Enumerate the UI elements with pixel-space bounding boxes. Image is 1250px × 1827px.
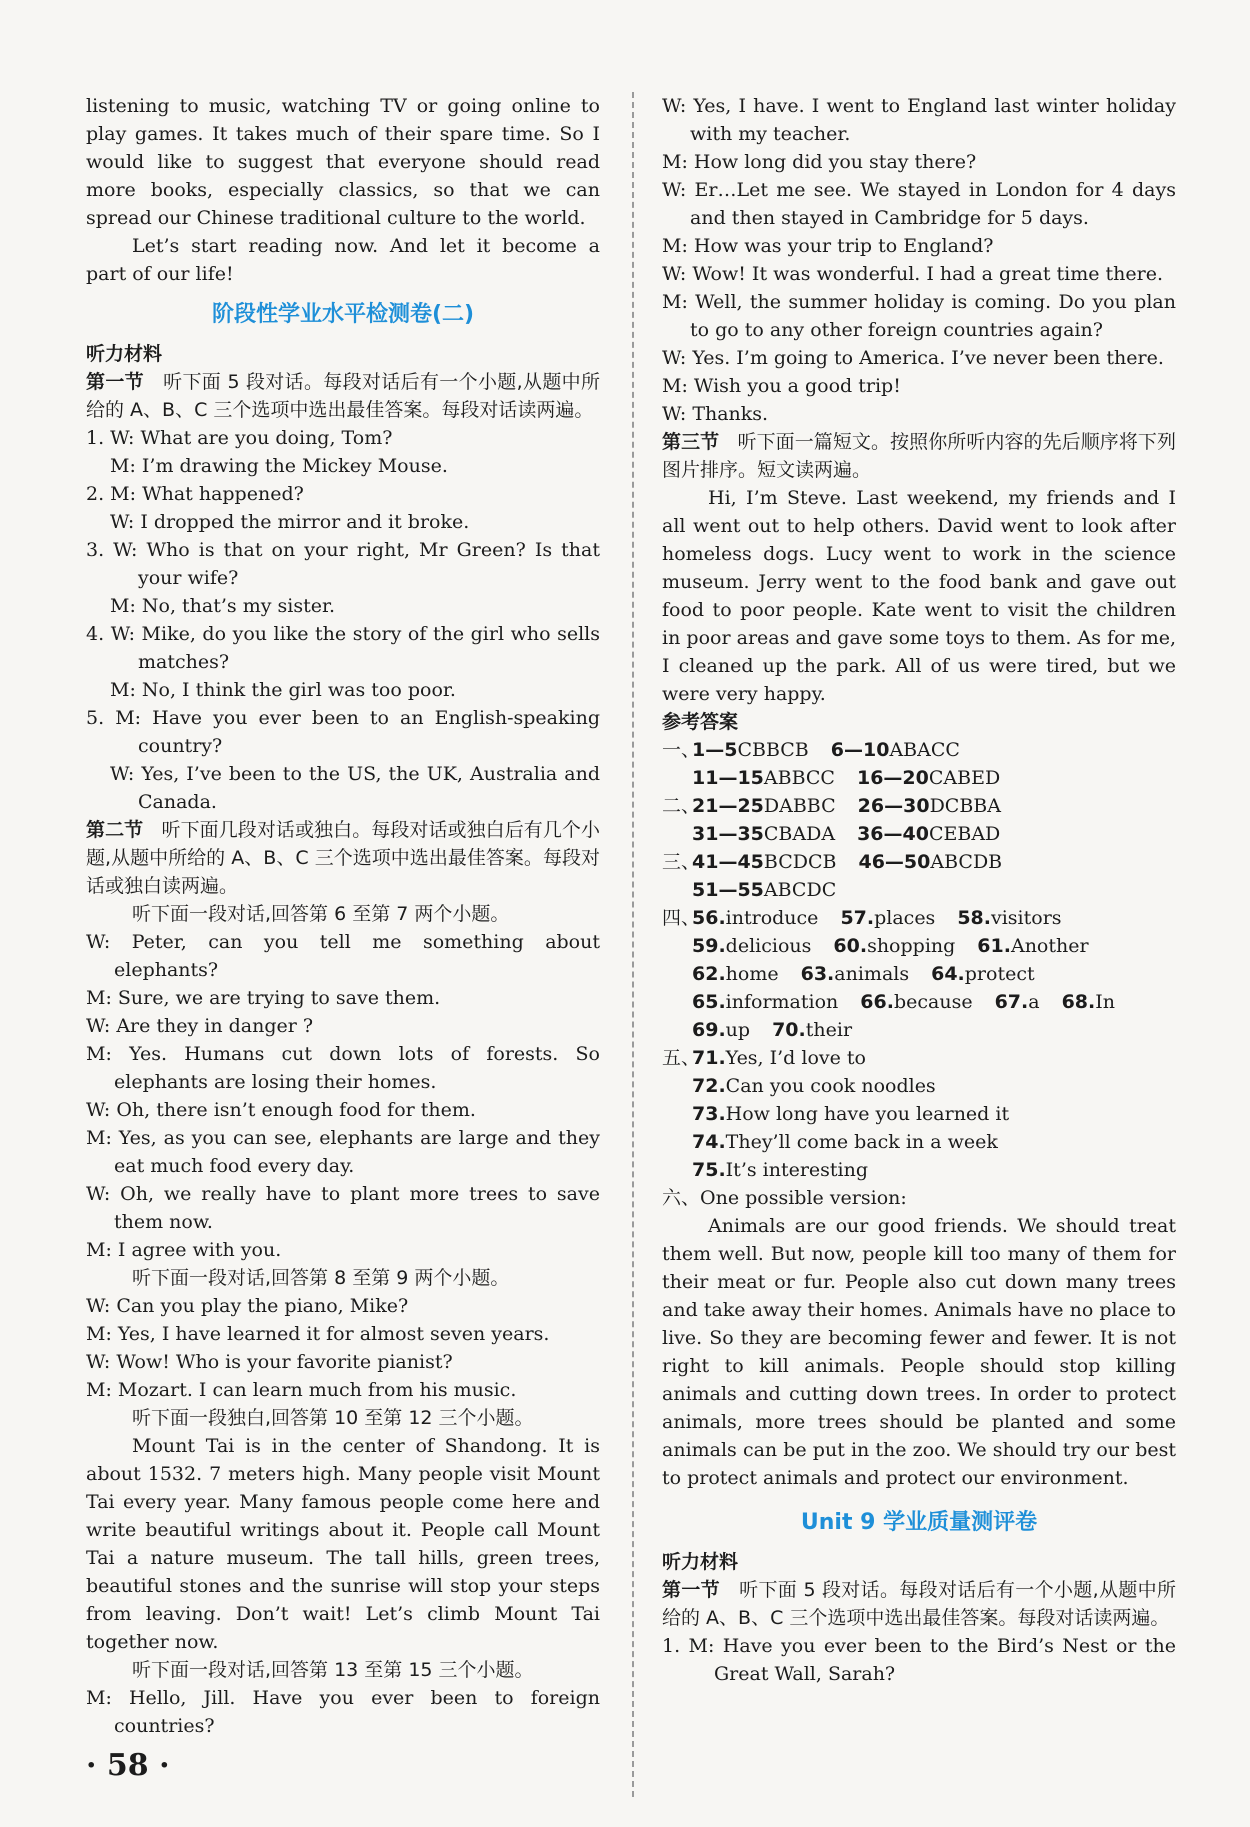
answer-row [662,932,1176,960]
dialog-line: W: Are they in danger ? [86,1015,314,1037]
spacer [835,820,857,848]
dialog-line: W: I dropped the mirror and it broke. [110,511,470,533]
answer-number: 75. [692,1159,726,1181]
section-tag [662,1156,692,1184]
dialog-line: W: Yes, I’ve been to the US, the UK, Australia and Canada. [110,763,600,813]
answer-row [662,960,1176,988]
dialog-line: W: Er…Let me see. We stayed in London for 4 days and then stayed in Cambridge for 5 days. [662,179,1176,229]
answer-row [662,848,1176,876]
answer-number: 71. [692,1047,726,1069]
answer-value: They’ll come back in a week [725,1131,998,1153]
dialog-list [86,1292,600,1404]
answer-number: 64. [931,963,965,985]
writing-lead: One possible version: [700,1187,907,1209]
answer-range: 16—20 [856,767,929,789]
answer-value: Another [1010,935,1089,957]
dialog-list [86,424,600,816]
answer-value: ABCDC [763,879,837,901]
section-tag [662,988,692,1016]
answer-number: 61. [977,935,1011,957]
answer-number: 67. [994,991,1029,1013]
spacer [935,904,957,932]
answer-row [662,792,1176,820]
dialog-list [86,928,600,1264]
answer-row [662,904,1176,932]
dialog-line: M: Hello, Jill. Have you ever been to foreign countries? [86,1687,600,1737]
answer-number: 73. [692,1103,726,1125]
dialog-line: M: How long did you stay there? [662,151,977,173]
section-instruction [662,428,1176,484]
section-tag: 一、 [662,739,701,761]
answer-value: How long have you learned it [725,1103,1010,1125]
dialog-line: W: Can you play the piano, Mike? [86,1295,409,1317]
answer-value: It’s interesting [725,1159,869,1181]
dialog-line: W: Oh, there isn’t enough food for them. [86,1099,476,1121]
answer-value: CABED [928,767,1001,789]
answer-number: 70. [772,1019,806,1041]
listening-header: 听力材料 [86,343,163,365]
dialog-line: 1. W: What are you doing, Tom? [86,427,393,449]
answer-value: information [725,991,839,1013]
answer-row [662,988,1176,1016]
dialog-line: W: Yes. I’m going to America. I’ve never been there. [662,347,1164,369]
answer-value: visitors [990,907,1062,929]
dialog-line: W: Wow! It was wonderful. I had a great time there. [662,263,1164,285]
page-number: · 58 · [86,1748,170,1783]
answer-row [662,736,1176,764]
dialog-line: M: Yes. Humans cut down lots of forests. So elephants are losing their homes. [86,1043,600,1093]
section-label: 第一节 [86,371,144,393]
answer-value: animals [834,963,910,985]
question-line: 1. M: Have you ever been to the Bird’s Nest or the Great Wall, Sarah? [662,1635,1176,1685]
spacer [809,736,831,764]
answer-range: 51—55 [692,879,764,901]
section-instruction [86,368,600,424]
answer-value: up [725,1019,751,1041]
answer-row [662,1128,1176,1156]
sub-instruction: 听下面一段对话,回答第 8 至第 9 两个小题。 [132,1267,510,1289]
sub-instruction: 听下面一段对话,回答第 6 至第 7 两个小题。 [132,903,510,925]
monologue-text: Mount Tai is in the center of Shandong. It is about 1532. 7 meters high. Many people visit Mount Tai every year. Many famous people come here and write beautiful writings about it. People call Mount Tai a nature museum. The tall hills, green trees, beautiful stones and the sunrise will stop your steps from leaving. Don’t wait! Let’s climb Mount Tai together now. [86,1435,600,1653]
section-tag [662,820,692,848]
answer-value: ABACC [889,739,960,761]
answer-value: delicious [725,935,812,957]
answer-value: DCBBA [929,795,1001,817]
instruction-text: 听下面几段对话或独白。每段对话或独白后有几个小题,从题中所给的 A、B、C 三个选项中选出最佳答案。每段对话或独白读两遍。 [86,819,600,897]
spacer [838,988,860,1016]
answer-number: 59. [692,935,726,957]
unit-title: Unit 9 学业质量测评卷 [800,1510,1038,1535]
answer-number: 57. [840,907,875,929]
spacer [750,1016,772,1044]
answer-value: places [874,907,936,929]
section-tag [662,1016,692,1044]
section-tag: 四、 [662,907,701,929]
instruction-text: 听下面 5 段对话。每段对话后有一个小题,从题中所给的 A、B、C 三个选项中选出最佳答案。每段对话读两遍。 [86,371,600,421]
answer-number: 65. [692,991,726,1013]
answer-number: 56. [692,907,726,929]
dialog-line: W: Thanks. [662,403,769,425]
answer-row [662,1044,1176,1072]
answer-number: 74. [692,1131,726,1153]
dialog-line: M: Mozart. I can learn much from his music. [86,1379,517,1401]
section-label: 第二节 [86,819,144,841]
dialog-line: M: Wish you a good trip! [662,375,901,397]
section-title: 阶段性学业水平检测卷(二) [211,302,475,327]
answer-number: 72. [692,1075,726,1097]
answer-value: CEBAD [928,823,1001,845]
column-divider [632,92,634,1797]
answer-value: CBBCB [737,739,809,761]
dialog-line: M: Yes, as you can see, elephants are large and they eat much food every day. [86,1127,600,1177]
listening-header: 听力材料 [662,1551,739,1573]
section-instruction [662,1576,1176,1632]
answer-value: Can you cook noodles [725,1075,936,1097]
writing-sample: Animals are our good friends. We should treat them well. But now, people kill too many of them for their meat or fur. People also cut down many trees and take away their homes. Animals have no place to live. So they are becoming fewer and fewer. It is not right to kill animals. People should stop killing animals and cutting down trees. In order to protect animals, more trees should be planted and some animals can be put in the zoo. We should try our best to protect animals and protect our environment. [662,1215,1176,1489]
answer-value: DABBC [763,795,836,817]
spacer [811,932,833,960]
dialog-line: W: Yes, I have. I went to England last winter holiday with my teacher. [662,95,1176,145]
answer-value: because [893,991,973,1013]
sub-instruction: 听下面一段对话,回答第 13 至第 15 三个小题。 [132,1659,534,1681]
answer-value: their [805,1019,853,1041]
answer-value: introduce [725,907,819,929]
answer-number: 60. [833,935,868,957]
answer-range: 21—25 [692,795,764,817]
dialog-line: W: Peter, can you tell me something about elephants? [86,931,600,981]
answer-value: protect [964,963,1035,985]
dialog-line: M: I’m drawing the Mickey Mouse. [110,455,448,477]
answer-number: 58. [957,907,991,929]
answer-range: 36—40 [857,823,929,845]
dialog-line: 5. M: Have you ever been to an English-speaking country? [86,707,600,757]
answer-row [662,1156,1176,1184]
instruction-text: 听下面 5 段对话。每段对话后有一个小题,从题中所给的 A、B、C 三个选项中选出最佳答案。每段对话读两遍。 [662,1579,1176,1629]
section-tag [662,764,692,792]
section-tag: 三、 [662,851,701,873]
dialog-line: M: No, I think the girl was too poor. [110,679,456,701]
answer-value: CBADA [763,823,836,845]
section-tag: 六、 [662,1187,701,1209]
spacer [909,960,931,988]
section-tag [662,932,692,960]
section-tag [662,960,692,988]
answer-number: 66. [860,991,894,1013]
answer-number: 63. [800,963,835,985]
dialog-line: W: Oh, we really have to plant more trees to save them now. [86,1183,600,1233]
answer-value: BCDCB [763,851,837,873]
answers-header: 参考答案 [662,711,739,733]
dialog-line: 4. W: Mike, do you like the story of the girl who sells matches? [86,623,600,673]
section-label: 第一节 [662,1579,720,1601]
answer-range: 6—10 [830,739,890,761]
section-tag [662,876,692,904]
dialog-line: 3. W: Who is that on your right, Mr Green? Is that your wife? [86,539,600,589]
answer-range: 46—50 [858,851,931,873]
instruction-text: 听下面一篇短文。按照你所听内容的先后顺序将下列图片排序。短文读两遍。 [662,431,1176,481]
dialog-line: W: Wow! Who is your favorite pianist? [86,1351,453,1373]
dialog-line: M: I agree with you. [86,1239,282,1261]
sentence-answers [662,1044,1176,1184]
spacer [779,960,801,988]
section-tag: 二、 [662,795,701,817]
answer-range: 26—30 [857,795,930,817]
answer-range: 1—5 [692,739,738,761]
section-tag: 五、 [662,1047,701,1069]
section-tag [662,1100,692,1128]
answer-row [662,1016,1176,1044]
dialog-line: M: No, that’s my sister. [110,595,335,617]
answer-value: In [1095,991,1115,1013]
passage-text: Hi, I’m Steve. Last weekend, my friends and I all went out to help others. David went to look after homeless dogs. Lucy went to work in the science museum. Jerry went to the food bank and gave out food to poor people. Kate went to visit the children in poor areas and gave some toys to them. As for me, I cleaned up the park. All of us were tired, but we were very happy. [662,487,1176,705]
dialog-line: M: Well, the summer holiday is coming. Do you plan to go to any other foreign countries again? [662,291,1176,341]
intro-paragraph: Let’s start reading now. And let it become a part of our life! [86,235,600,285]
answer-value: home [725,963,779,985]
answer-range: 11—15 [692,767,764,789]
spacer [973,988,995,1016]
answer-number: 69. [692,1019,726,1041]
answer-range: 41—45 [692,851,764,873]
answer-number: 68. [1061,991,1096,1013]
dialog-line: M: Yes, I have learned it for almost seven years. [86,1323,550,1345]
left-column [86,92,600,1740]
dialog-line: M: How was your trip to England? [662,235,994,257]
writing-lead-line [662,1184,1176,1212]
vocab-answers [662,904,1176,1044]
section-label: 第三节 [662,431,720,453]
answer-range: 31—35 [692,823,764,845]
spacer [955,932,977,960]
answer-value: shopping [867,935,956,957]
section-instruction [86,816,600,900]
spacer [1040,988,1062,1016]
dialog-line: 2. M: What happened? [86,483,304,505]
spacer [836,792,858,820]
answer-row [662,876,1176,904]
spacer [835,764,857,792]
section-tag [662,1072,692,1100]
intro-paragraph: listening to music, watching TV or going online to play games. It takes much of their spare time. So I would like to suggest that everyone should read more books, especially classics, so that we can spread our Chinese traditional culture to the world. [86,95,600,229]
dialog-list [662,92,1176,428]
answer-row [662,764,1176,792]
right-column [662,92,1176,1688]
answer-number: 62. [692,963,726,985]
answer-value: ABBCC [763,767,835,789]
spacer [818,904,840,932]
answer-row [662,820,1176,848]
dialog-line: M: Sure, we are trying to save them. [86,987,441,1009]
answer-row [662,1072,1176,1100]
section-tag [662,1128,692,1156]
answer-value: ABCDB [930,851,1003,873]
answer-row [662,1100,1176,1128]
answer-key [662,736,1176,904]
spacer [836,848,858,876]
answer-value: a [1028,991,1040,1013]
sub-instruction: 听下面一段独白,回答第 10 至第 12 三个小题。 [132,1407,534,1429]
answer-value: Yes, I’d love to [725,1047,866,1069]
